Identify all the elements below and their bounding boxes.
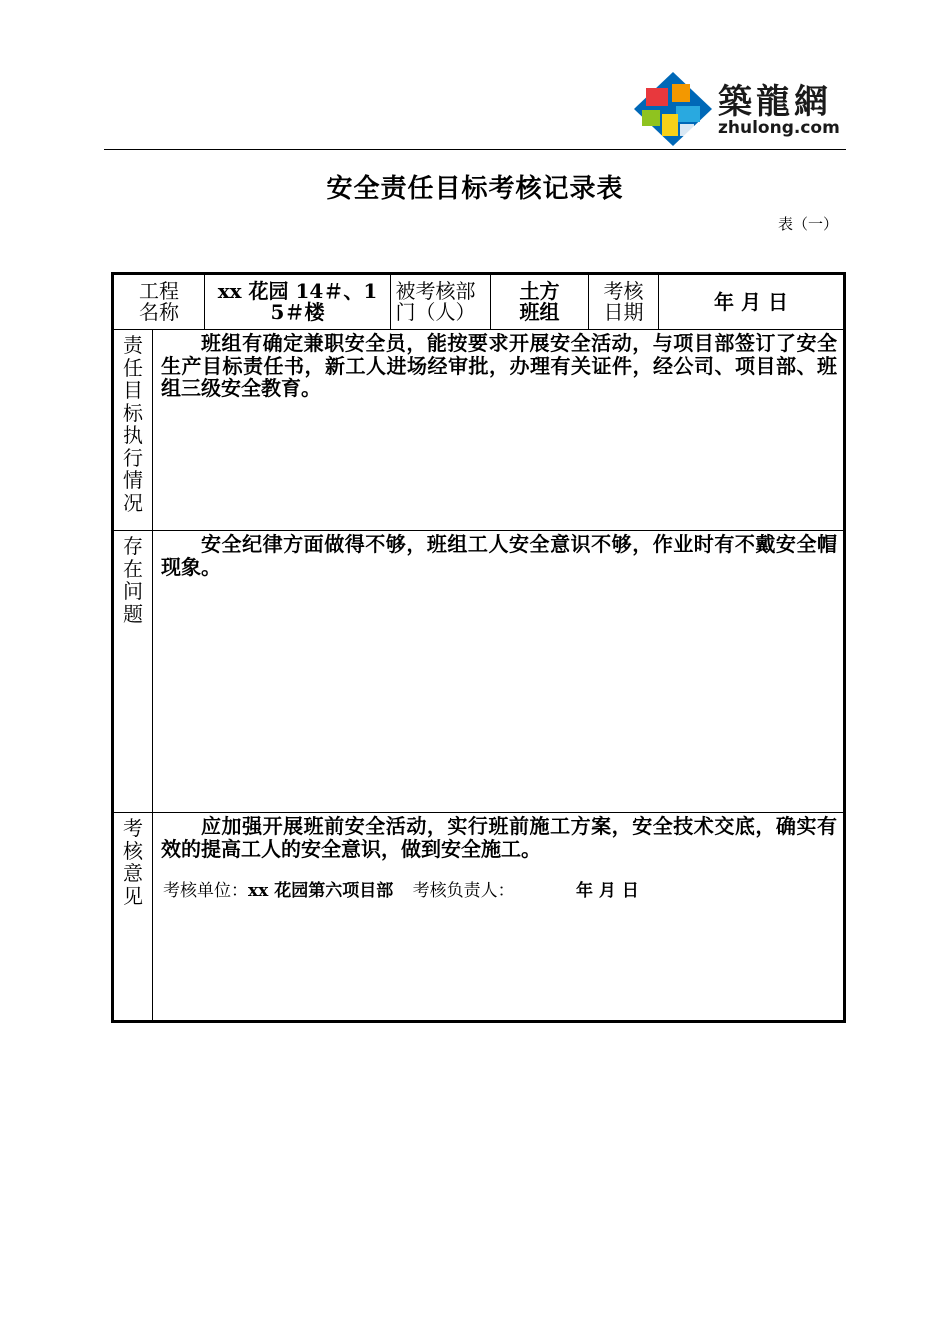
zhulong-logo: [632, 66, 847, 148]
execution-label: 责任目标执行情况: [113, 330, 153, 531]
unit-label: 考核单位：: [163, 881, 248, 901]
assessment-date-label: 考核日期: [589, 274, 659, 330]
section-opinion-row: [113, 813, 845, 1022]
department-label: 被考核部门（人）: [391, 274, 491, 330]
responsible-label: 考核负责人：: [412, 881, 515, 901]
project-name-value: xx 花园 14＃、15＃楼: [205, 274, 391, 330]
problems-label: 存在问题: [113, 531, 153, 813]
project-name-label: 工程名称: [113, 274, 205, 330]
opinion-label: 考核意见: [113, 813, 153, 1022]
document-title: 安全责任目标考核记录表: [326, 174, 624, 204]
assessment-record-table: [111, 272, 846, 1023]
department-value: 土方班组: [491, 274, 589, 330]
assessment-date-value: 年 月 日: [659, 274, 845, 330]
opinion-footer: [161, 880, 837, 903]
logo-english-text: zhulong.com: [718, 118, 840, 138]
execution-content: 班组有确定兼职安全员，能按要求开展安全活动，与项目部签订了安全生产目标责任书，新工人进场经审批，办理有关证件，经公司、项目部、班组三级安全教育。: [153, 330, 845, 531]
section-problems-row: [113, 531, 845, 813]
section-execution-row: [113, 330, 845, 531]
opinion-content: [153, 813, 845, 1022]
table-number: 表（一）: [778, 215, 839, 233]
unit-value: xx 花园第六项目部: [248, 881, 394, 901]
opinion-text: 应加强开展班前安全活动，实行班前施工方案，安全技术交底，确实有效的提高工人的安全意识，做到安全施工。: [161, 814, 837, 861]
header-row: [113, 274, 845, 330]
logo-chinese-text: 築龍網: [718, 82, 832, 122]
problems-content: 安全纪律方面做得不够，班组工人安全意识不够，作业时有不戴安全帽现象。: [153, 531, 845, 813]
header-divider: [104, 149, 846, 150]
footer-date: 年 月 日: [576, 881, 639, 901]
logo-cube-icon: [632, 70, 714, 148]
